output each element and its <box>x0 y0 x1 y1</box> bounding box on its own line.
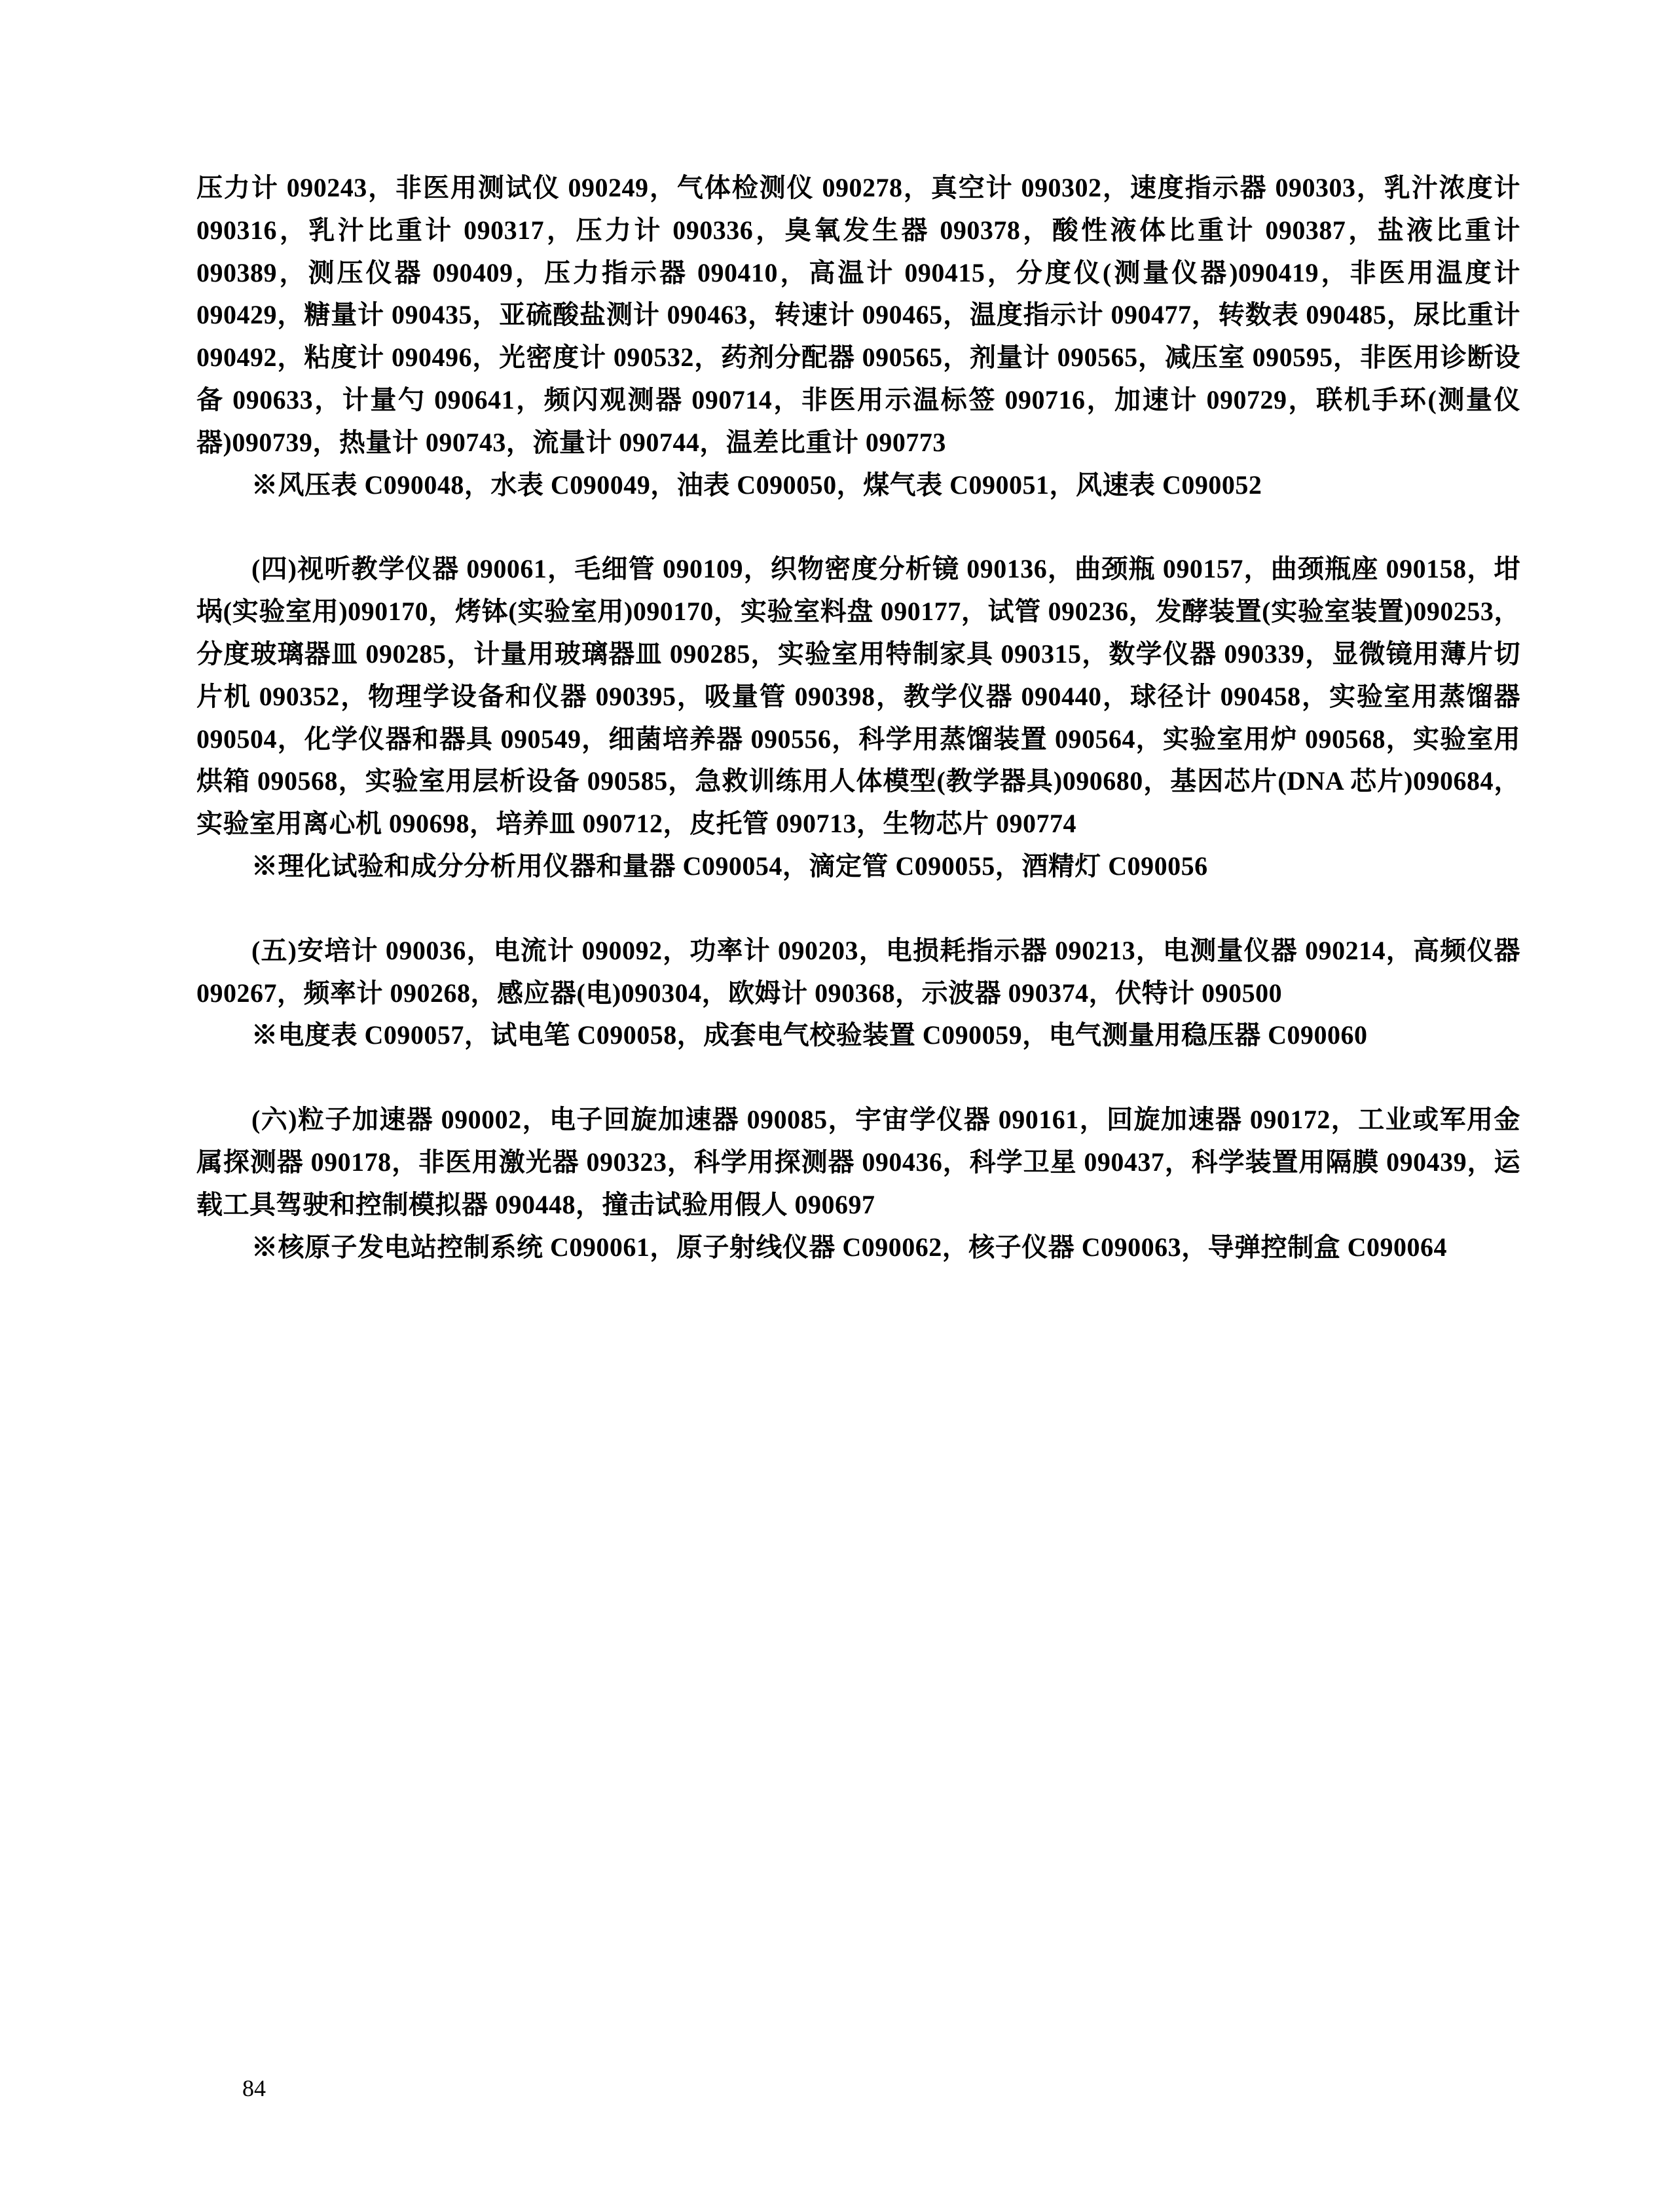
paragraph-note-c090048: ※风压表 C090048，水表 C090049，油表 C090050，煤气表 C090051，风速表 C090052 <box>251 470 1262 500</box>
paragraph-section-six: (六)粒子加速器 090002，电子回旋加速器 090085，宇宙学仪器 090161，回旋加速器 090172，工业或军用金属探测器 090178，非医用激光器 090323，科学用探测器 090436，科学卫星 090437，科学装置用隔膜 090439，运载工具驾驶和控制模拟器 090448，撞击试验用假人 090697 <box>196 1105 1520 1219</box>
paragraph-note-c090054: ※理化试验和成分分析用仪器和量器 C090054，滴定管 C090055，酒精灯 C090056 <box>251 851 1208 881</box>
paragraph-classification-continued: 压力计 090243，非医用测试仪 090249，气体检测仪 090278，真空计 090302，速度指示器 090303，乳汁浓度计 090316，乳汁比重计 090317，压力计 090336，臭氧发生器 090378，酸性液体比重计 090387，盐液比重计 090389，测压仪器 090409，压力指示器 090410，高温计 090415，分度仪(测量仪器)090419，非医用温度计 090429，糖量计 090435，亚硫酸盐测计 090463，转速计 090465，温度指示计 090477，转数表 090485，尿比重计 090492，粘度计 090496，光密度计 090532，药剂分配器 090565，剂量计 090565，减压室 090595，非医用诊断设备 090633，计量勺 090641，频闪观测器 090714，非医用示温标签 090716，加速计 090729，联机手环(测量仪器)090739，热量计 090743，流量计 090744，温差比重计 090773 <box>196 173 1520 457</box>
page-number: 84 <box>242 2075 266 2101</box>
paragraph-section-five: (五)安培计 090036，电流计 090092，功率计 090203，电损耗指示器 090213，电测量仪器 090214，高频仪器 090267，频率计 090268，感应器(电)090304，欧姆计 090368，示波器 090374，伏特计 090500 <box>196 935 1520 1008</box>
paragraph-note-c090061: ※核原子发电站控制系统 C090061，原子射线仪器 C090062，核子仪器 C090063，导弹控制盒 C090064 <box>251 1232 1448 1262</box>
section-spacer <box>196 888 1520 930</box>
section-spacer <box>196 506 1520 548</box>
paragraph-section-four: (四)视听教学仪器 090061，毛细管 090109，织物密度分析镜 090136，曲颈瓶 090157，曲颈瓶座 090158，坩埚(实验室用)090170，烤钵(实验室用)090170，实验室料盘 090177，试管 090236，发酵装置(实验室装置)090253，分度玻璃器皿 090285，计量用玻璃器皿 090285，实验室用特制家具 090315，数学仪器 090339，显微镜用薄片切片机 090352，物理学设备和仪器 090395，吸量管 090398，教学仪器 090440，球径计 090458，实验室用蒸馏器 090504，化学仪器和器具 090549，细菌培养器 090556，科学用蒸馏装置 090564，实验室用炉 090568，实验室用烘箱 090568，实验室用层析设备 090585，急救训练用人体模型(教学器具)090680，基因芯片(DNA 芯片)090684，实验室用离心机 090698，培养皿 090712，皮托管 090713，生物芯片 090774 <box>196 554 1520 839</box>
paragraph-note-c090057: ※电度表 C090057，试电笔 C090058，成套电气校验装置 C090059，电气测量用稳压器 C090060 <box>251 1020 1368 1050</box>
section-spacer <box>196 1057 1520 1099</box>
